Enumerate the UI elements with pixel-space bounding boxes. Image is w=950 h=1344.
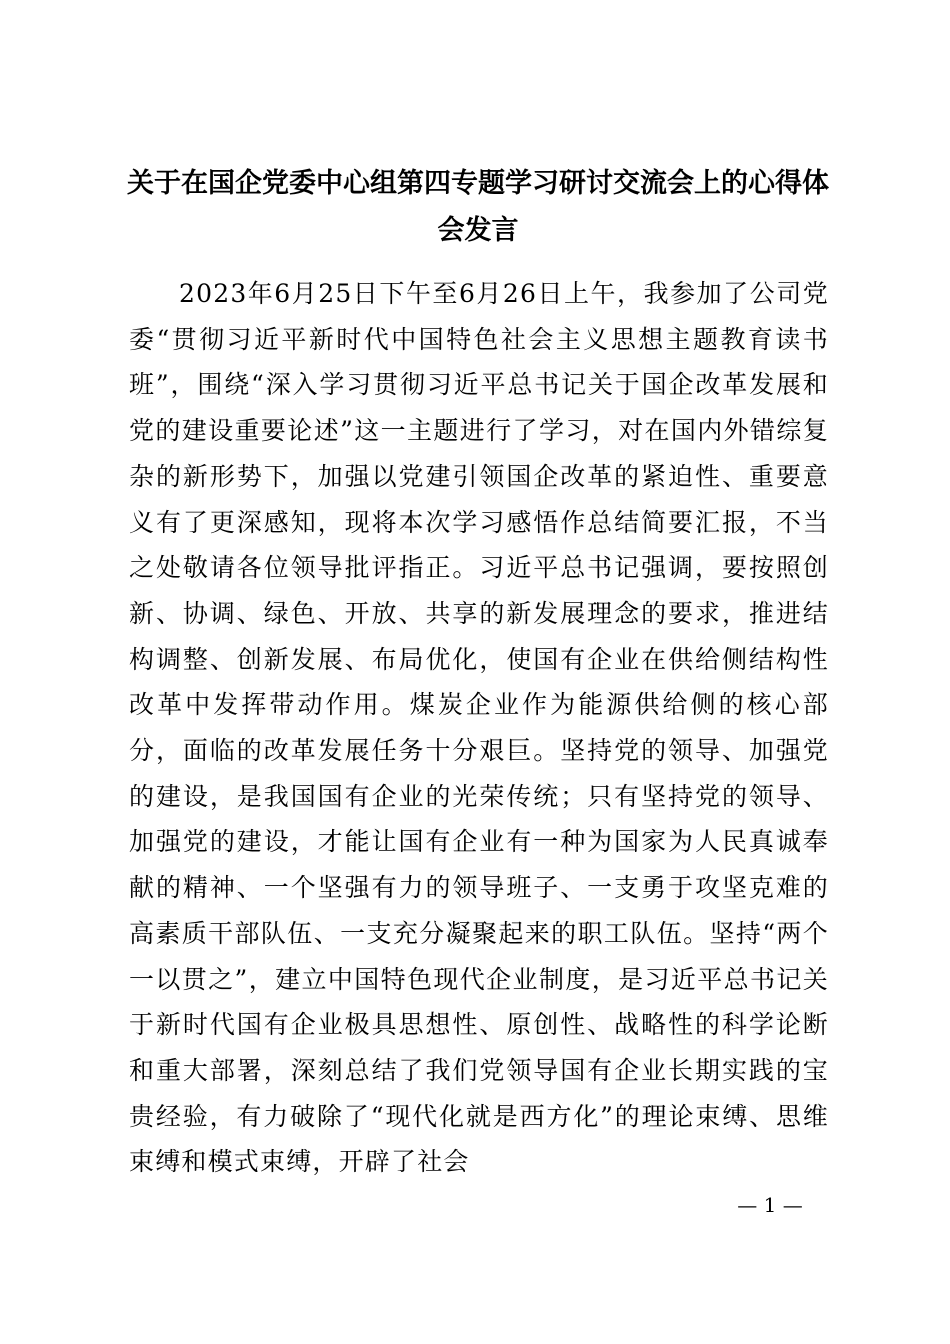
document-title: 关于在国企党委中心组第四专题学习研讨交流会上的心得体会发言 [127, 168, 829, 246]
page-number: — 1 — [737, 1193, 803, 1217]
body-paragraph: 2023年6月25日下午至6月26日上午，我参加了公司党委“贯彻习近平新时代中国特色社会主义思想主题教育读书班”，围绕“深入学习贯彻习近平总书记关于国企改革发展和党的建设重要论述”这一主题进行了学习，对在国内外错综复杂的新形势下，加强以党建引领国企改革的紧迫性、重要意义有了更深感知，现将本次学习感悟作总结简要汇报，不当之处敬请各位领导批评指正。习近平总书记强调，要按照创新、协调、绿色、开放、共享的新发展理念的要求，推进结构调整、创新发展、布局优化，使国有企业在供给侧结构性改革中发挥带动作用。煤炭企业作为能源供给侧的核心部分，面临的改革发展任务十分艰巨。坚持党的领导、加强党的建设，是我国国有企业的光荣传统；只有坚持党的领导、加强党的建设，才能让国有企业有一种为国家为人民真诚奉献的精神、一个坚强有力的领导班子、一支勇于攻坚克难的高素质干部队伍、一支充分凝聚起来的职工队伍。坚持“两个一以贯之”，建立中国特色现代企业制度，是习近平总书记关于新时代国有企业极具思想性、原创性、战略性的科学论断和重大部署，深刻总结了我们党领导国有企业长期实践的宝贵经验，有力破除了“现代化就是西方化”的理论束缚、思维束缚和模式束缚，开辟了社会 [129, 279, 829, 1177]
